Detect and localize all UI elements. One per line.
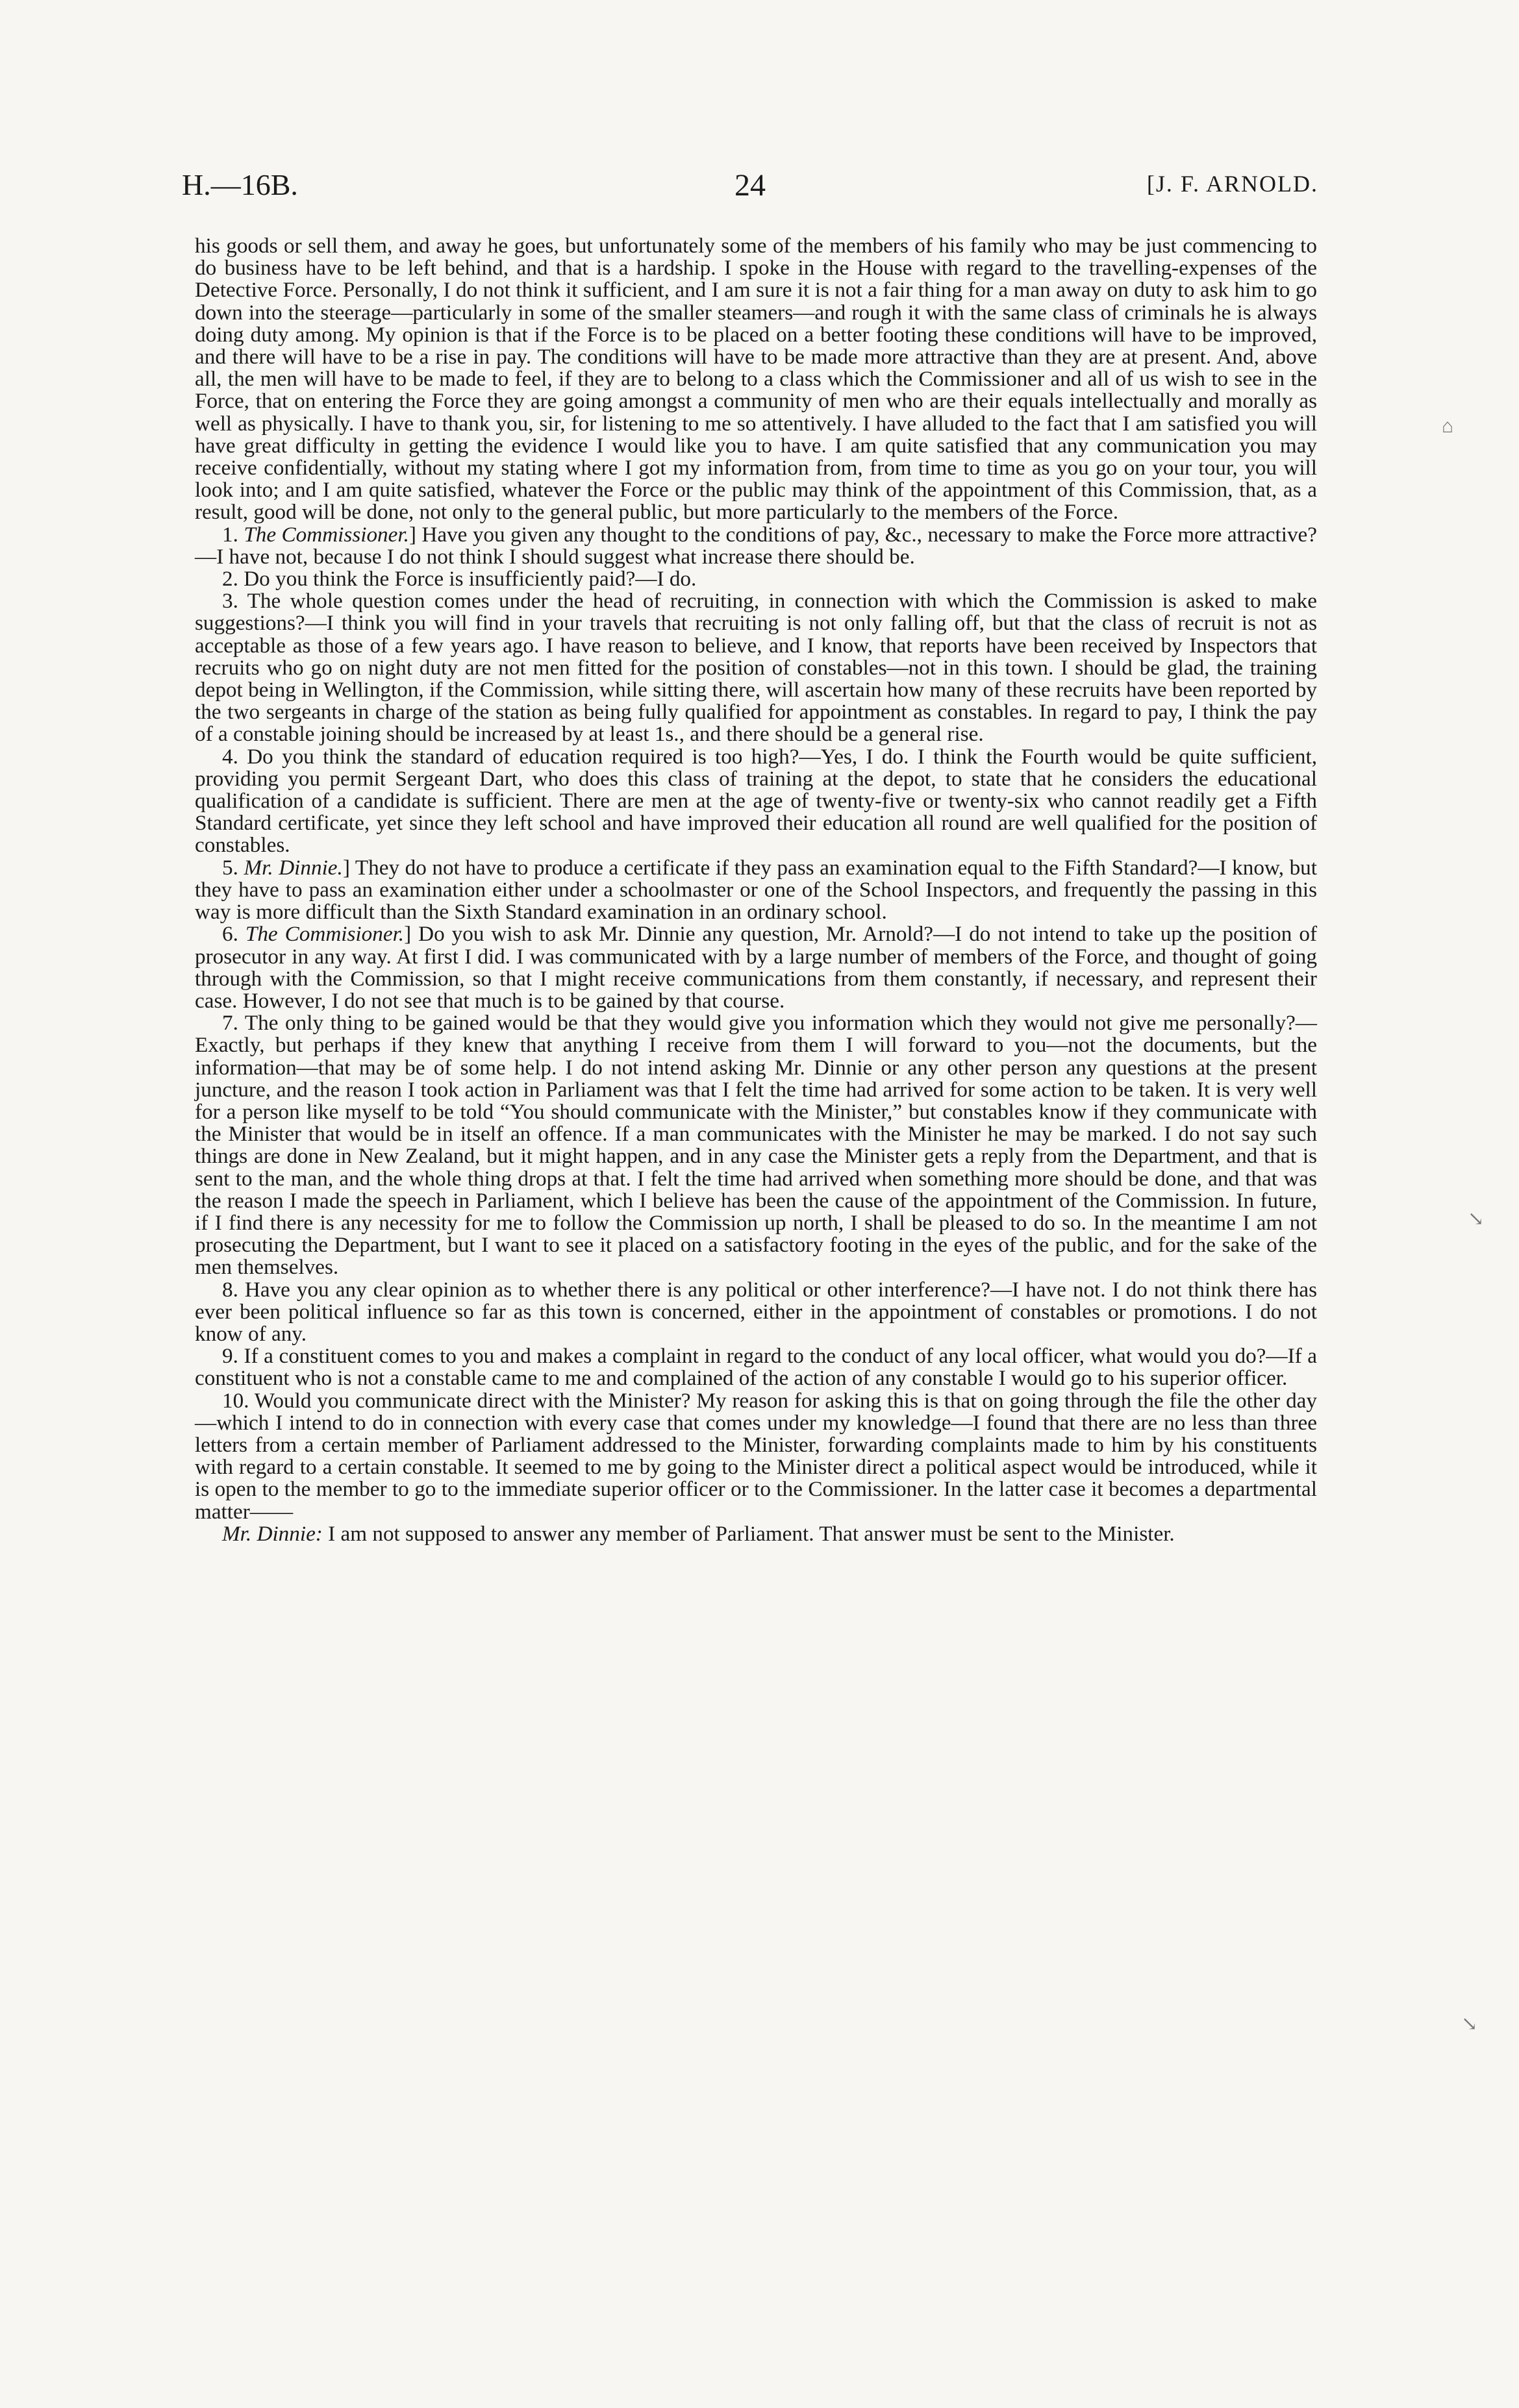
paragraph: his goods or sell them, and away he goes, but unfortunately some of the members of his family who may be just commencing to do business have to be left behind, and that is a hardship. I spoke in the House with regard to the travelling-expenses of the Detective Force. Personally, I do not think it sufficient, and I am sure it is not a fair thing for a man away on duty to ask him to go down into the steerage—particularly in some of the smaller steamers—and rough it with the same class of criminals he is always doing duty among. My opinion is that if the Force is to be placed on a better footing these conditions will have to be improved, and there will have to be a rise in pay. The conditions will have to be made more attractive than they are at present. And, above all, the men will have to be made to feel, if they are to belong to a class which the Commissioner and all of us wish to see in the Force, that on entering the Force they are going amongst a community of men who are their equals intellectually and morally as well as physically. I have to thank you, sir, for listening to me so attentively. I have alluded to the fact that I am satisfied you will have great difficulty in getting the evidence I would like you to have. I am quite satisfied that any communication you may receive confidentially, without my stating where I got my information from, from time to time as you go on your tour, you will look into; and I am quite satisfied, whatever the Force or the public may think of the appointment of this Commission, that, as a result, good will be done, not only to the general public, but more particularly to the members of the Force.: [195, 234, 1317, 525]
margin-mark: ↘: [1461, 2013, 1478, 2035]
paragraph: 4. Do you think the standard of education required is too high?—Yes, I do. I think the Fourth would be quite sufficient, providing you permit Sergeant Dart, who does this class of training at the depot, to state that he considers the educational qualification of a candidate is sufficient. There are men at the age of twenty-five or twenty-six who cannot readily get a Fifth Standard certificate, yet since they left school and have improved their education all round are well qualified for the position of constables.: [195, 744, 1317, 858]
paragraph: Mr. Dinnie: I am not supposed to answer any member of Parliament. That answer must be sent to the Minister.: [222, 1521, 1175, 1546]
document-reference: H.—16B.: [182, 168, 298, 201]
page-number: 24: [734, 168, 766, 203]
speaker-label: Mr. Dinnie.: [244, 855, 343, 880]
paragraph: 6. The Commisioner.] Do you wish to ask Mr. Dinnie any question, Mr. Arnold?—I do not intend to take up the position of prosecutor in any way. At first I did. I was communicated with by a large number of members of the Force, and thought of going through with the Commission, so that I might receive communications from them constantly, if necessary, and represent their case. However, I do not see that much is to be gained by that course.: [195, 922, 1317, 1013]
paragraph: 9. If a constituent comes to you and makes a complaint in regard to the conduct of any local officer, what would you do?—If a constituent who is not a constable came to me and complained of the action of any constable I would go to his superior officer.: [195, 1344, 1317, 1391]
witness-name: [J. F. ARNOLD.: [1146, 171, 1318, 197]
margin-mark: ⌂: [1442, 416, 1454, 437]
paragraph: 5. Mr. Dinnie.] They do not have to produce a certificate if they pass an examination equal to the Fifth Standard?—I know, but they have to pass an examination either under a schoolmaster or one of the School Inspectors, and frequently the passing in this way is more difficult than the Sixth Standard examination in an ordinary school.: [195, 855, 1318, 925]
paragraph: 3. The whole question comes under the head of recruiting, in connection with which the Commission is asked to make suggestions?—I think you will find in your travels that recruiting is not only falling off, but that the class of recruit is not as acceptable as those of a few years ago. I have reason to believe, and I know, that reports have been received by Inspectors that recruits who go on night duty are not men fitted for the position of constables—not in this town. I should be glad, the training depot being in Wellington, if the Commission, while sitting there, will ascertain how many of these recruits have been reported by the two sergeants in charge of the station as being fully qualified for appointment as constables. In regard to pay, I think the pay of a constable joining should be increased by at least 1s., and there should be a general rise.: [195, 589, 1317, 747]
paragraph: 8. Have you any clear opinion as to whether there is any political or other interference?—I have not. I do not think there has ever been political influence so far as this town is concerned, either in the appointment of constables or promotions. I do not know of any.: [195, 1277, 1317, 1346]
page-header: [182, 168, 1318, 213]
paragraph: 1. The Commissioner.] Have you given any thought to the conditions of pay, &c., necessary to make the Force more attractive?—I have not, because I do not think I should suggest what increase there should be.: [195, 522, 1317, 569]
paragraph: 10. Would you communicate direct with the Minister? My reason for asking this is that on going through the file the other day—which I intend to do in connection with every case that comes under my knowledge—I found that there are no less than three letters from a certain member of Parliament addressed to the Minister, forwarding complaints made to him by his constituents with regard to a certain constable. It seemed to me by going to the Minister direct a political aspect would be introduced, while it is open to the member to go to the immediate superior officer or to the Commissioner. In the latter case it becomes a departmental matter——: [195, 1388, 1317, 1524]
paragraph: 7. The only thing to be gained would be that they would give you information which they would not give me personally?—Exactly, but perhaps if they knew that anything I receive from them I will forward to you—not the documents, but the information—that may be of some help. I do not intend asking Mr. Dinnie or any other person any questions at the present juncture, and the reason I took action in Parliament was that I felt the time had arrived for some action to be taken. It is very well for a person like myself to be told “You should communicate with the Minister,” but constables know if they communicate with the Minister that would be in itself an offence. If a man communicates with the Minister he may be marked. I do not say such things are done in New Zealand, but it might happen, and in any case the Minister gets a reply from the Department, and that is sent to the man, and the whole thing drops at that. I felt the time had arrived when something more should be done, and that was the reason I made the speech in Parliament, which I believe has been the cause of the appointment of the Commission. In future, if I find there is any necessity for me to follow the Commission up north, I shall be pleased to do so. In the meantime I am not prosecuting the Department, but I want to see it placed on a satisfactory footing in the eyes of the public, and for the sake of the men themselves.: [195, 1011, 1317, 1280]
document-body: [195, 235, 1317, 1545]
margin-mark: ↘: [1468, 1208, 1485, 1230]
speaker-label: Mr. Dinnie:: [222, 1521, 323, 1546]
speaker-label: The Commissioner.: [244, 522, 409, 547]
speaker-label: The Commisioner.: [245, 922, 405, 947]
paragraph: 2. Do you think the Force is insufficiently paid?—I do.: [222, 567, 697, 591]
